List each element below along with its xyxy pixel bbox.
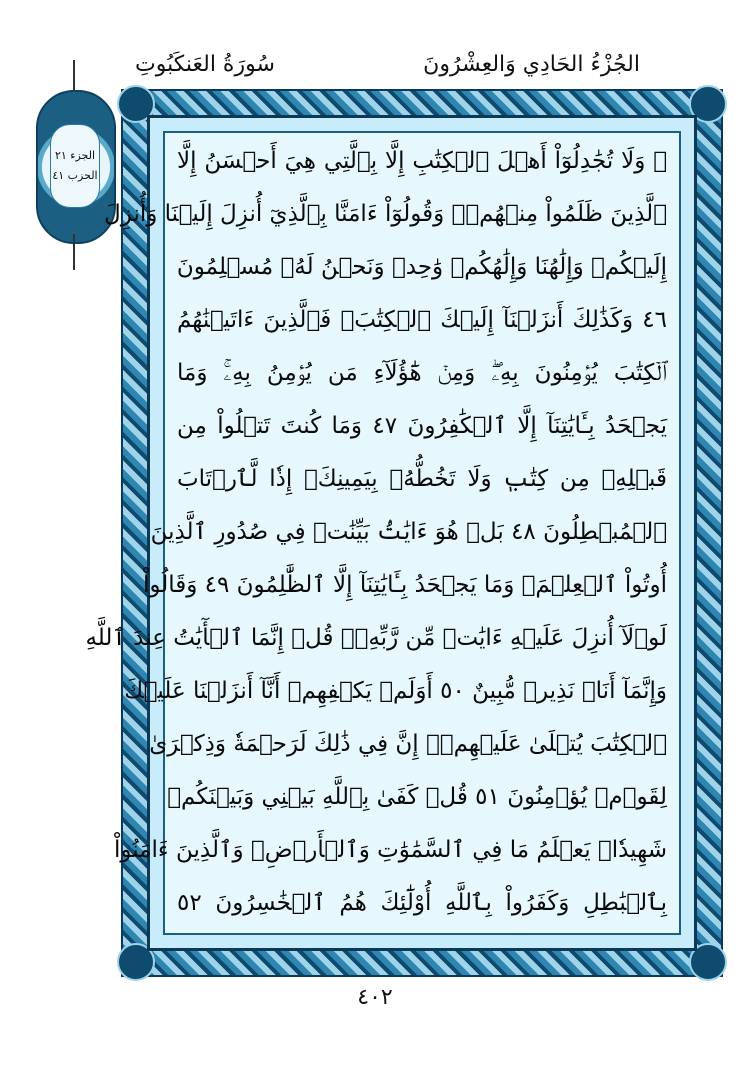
text-line: وَإِنَّمَآ أَنَا۠ نَذِيرٞ مُّبِينٌ ٥٠ أَوَلَمۡ يَكۡفِهِمۡ أَنَّآ أَنزَلۡنَا عَلَيۡكَ: [124, 678, 667, 704]
text-line: أُوتُواْ ٱلۡعِلۡمَۚ وَمَا يَجۡحَدُ بِـَٔايَٰتِنَآ إِلَّا ٱلظَّٰلِمُونَ ٤٩ وَقَالُواْ: [142, 572, 667, 598]
medallion-bottom-line: [73, 234, 75, 270]
text-line: شَهِيدٗاۖ يَعۡلَمُ مَا فِي ٱلسَّمَٰوَٰتِ وَٱلۡأَرۡضِۗ وَٱلَّذِينَ ءَامَنُواْ: [113, 837, 667, 863]
text-line: لَوۡلَآ أُنزِلَ عَلَيۡهِ ءَايَٰتٞ مِّن رَّبِّهِۦۚ قُلۡ إِنَّمَا ٱلۡأٓيَٰتُ عِندَ ٱللَّهِ: [85, 625, 667, 651]
quran-text-area: [85, 131, 681, 935]
juz-header: الجُزْءُ الحَادِي وَالعِشْرُونَ: [423, 52, 640, 77]
medallion-label-box: [50, 124, 100, 208]
text-line: ٱلَّذِينَ ظَلَمُواْ مِنۡهُمۡۖ وَقُولُوٓاْ ءَامَنَّا بِٱلَّذِيٓ أُنزِلَ إِلَيۡنَا وَأُنزِلَ: [104, 201, 667, 227]
text-line: ٤٦ وَكَذَٰلِكَ أَنزَلۡنَآ إِلَيۡكَ ٱلۡكِتَٰبَۚ فَٱلَّذِينَ ءَاتَيۡنَٰهُمُ: [177, 307, 667, 333]
text-line: ٱلۡمُبۡطِلُونَ ٤٨ بَلۡ هُوَ ءَايَٰتُۢ بَيِّنَٰتٞ فِي صُدُورِ ٱلَّذِينَ: [150, 519, 667, 545]
text-line: إِلَيۡكُمۡ وَإِلَٰهُنَا وَإِلَٰهُكُمۡ وَٰحِدٞ وَنَحۡنُ لَهُۥ مُسۡلِمُونَ: [176, 254, 667, 280]
page-number: ٤٠٢: [357, 985, 393, 1010]
text-line: بِٱلۡبَٰطِلِ وَكَفَرُواْ بِٱللَّهِ أُوْلَٰٓئِكَ هُمُ ٱلۡخَٰسِرُونَ ٥٢: [177, 890, 667, 916]
text-line: ٱلۡكِتَٰبَ يُؤۡمِنُونَ بِهِۦۖ وَمِنۡ هَٰٓؤُلَآءِ مَن يُؤۡمِنُ بِهِۦۚ وَمَا: [177, 360, 667, 386]
text-line: قَبۡلِهِۦ مِن كِتَٰبٖ وَلَا تَخُطُّهُۥ بِيَمِينِكَۖ إِذٗا لَّٱرۡتَابَ: [177, 466, 667, 492]
medallion-juz-label: الجزء ٢١: [54, 149, 96, 162]
surah-header: سُورَةُ العَنكَبُوتِ: [135, 52, 275, 77]
text-line: ٱلۡكِتَٰبَ يُتۡلَىٰ عَلَيۡهِمۡۚ إِنَّ فِي ذَٰلِكَ لَرَحۡمَةٗ وَذِكۡرَىٰ: [149, 731, 667, 757]
page-ornamental-frame: [85, 89, 723, 977]
text-line: ۞ وَلَا تُجَٰدِلُوٓاْ أَهۡلَ ٱلۡكِتَٰبِ إِلَّا بِٱلَّتِي هِيَ أَحۡسَنُ إِلَّا: [177, 148, 667, 174]
medallion-hizb-label: الحزب ٤١: [52, 169, 98, 182]
text-line: يَجۡحَدُ بِـَٔايَٰتِنَآ إِلَّا ٱلۡكَٰفِرُونَ ٤٧ وَمَا كُنتَ تَتۡلُواْ مِن: [177, 413, 667, 439]
text-line: لِقَوۡمٖ يُؤۡمِنُونَ ٥١ قُلۡ كَفَىٰ بِٱللَّهِ بَيۡنِي وَبَيۡنَكُمۡ: [167, 784, 667, 810]
juz-hizb-medallion: [28, 60, 120, 270]
